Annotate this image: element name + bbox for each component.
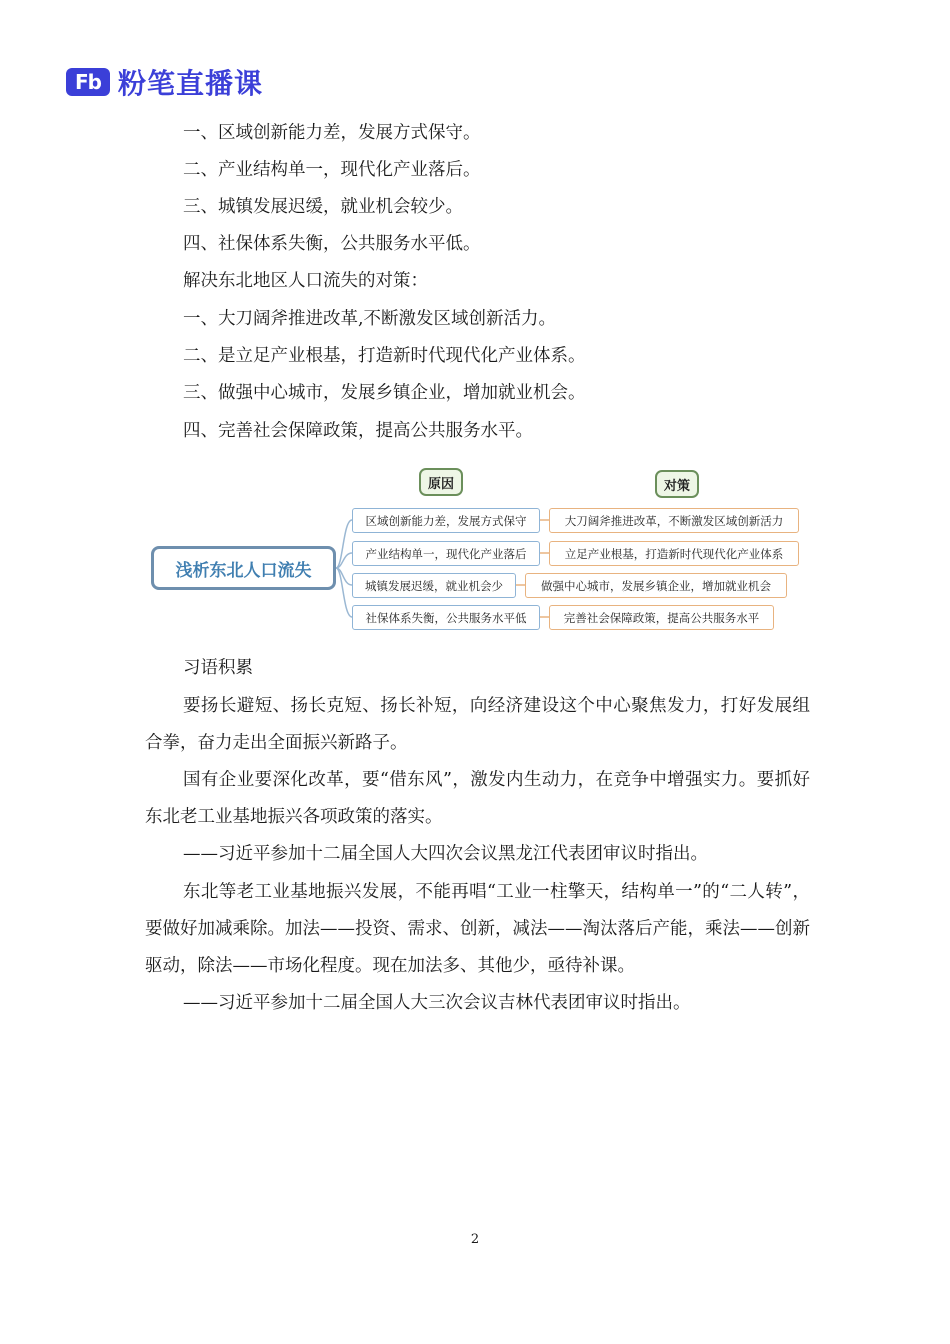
quote-paragraph-3: 东北等老工业基地振兴发展，不能再唱“工业一柱擎天，结构单一”的“二人转”，要做好加减乘除。加法——投资、需求、创新，减法——淘汰落后产能，乘法——创新驱动，除法——市场化程度。现在加法多、其他少，亟待补课。 [145, 882, 810, 976]
measure-line-1: 一、大刀阔斧推进改革,不断激发区域创新活力。 [183, 309, 557, 329]
connector-root-cause-1 [336, 520, 352, 568]
cause-header: 原因 [419, 468, 463, 496]
cause-line-4: 四、社保体系失衡，公共服务水平低。 [183, 234, 481, 254]
measure-node-3: 做强中心城市，发展乡镇企业，增加就业机会 [525, 573, 787, 598]
cause-node-1: 区域创新能力差，发展方式保守 [352, 508, 540, 533]
connector-root-cause-2 [336, 553, 352, 568]
logo-text: 粉笔直播课 [118, 67, 264, 100]
connector-root-cause-3 [336, 568, 352, 585]
quote-paragraph-2: 国有企业要深化改革，要“借东风”，激发内生动力，在竞争中增强实力。要抓好东北老工业基地振兴各项政策的落实。 [145, 770, 810, 827]
cause-node-3: 城镇发展迟缓，就业机会少 [352, 573, 516, 598]
measure-node-4: 完善社会保障政策，提高公共服务水平 [549, 605, 774, 630]
quote-attribution-1: ——习近平参加十二届全国人大四次会议黑龙江代表团审议时指出。 [183, 844, 708, 864]
brand-logo [66, 62, 263, 102]
measure-header: 对策 [655, 470, 699, 498]
measure-line-4: 四、完善社会保障政策，提高公共服务水平。 [183, 421, 533, 441]
section-title: 习语积累 [183, 658, 253, 678]
page-number: 2 [470, 1232, 480, 1247]
cause-line-3: 三、城镇发展迟缓，就业机会较少。 [183, 197, 463, 217]
measure-line-3: 三、做强中心城市，发展乡镇企业，增加就业机会。 [183, 383, 586, 403]
quote-paragraph-1: 要扬长避短、扬长克短、扬长补短，向经济建设这个中心聚焦发力，打好发展组合拳，奋力走出全面振兴新路子。 [145, 696, 810, 753]
measure-line-2: 二、是立足产业根基，打造新时代现代化产业体系。 [183, 346, 586, 366]
cause-node-4: 社保体系失衡，公共服务水平低 [352, 605, 540, 630]
measures-heading: 解决东北地区人口流失的对策： [183, 271, 428, 291]
logo-mark-icon: Fb [66, 68, 110, 96]
cause-line-2: 二、产业结构单一，现代化产业落后。 [183, 160, 481, 180]
measure-node-1: 大刀阔斧推进改革，不断激发区域创新活力 [549, 508, 799, 533]
measure-node-2: 立足产业根基，打造新时代现代化产业体系 [549, 541, 799, 566]
connector-root-cause-4 [336, 568, 352, 617]
mindmap-root: 浅析东北人口流失 [151, 546, 336, 590]
cause-node-2: 产业结构单一，现代化产业落后 [352, 541, 540, 566]
quote-attribution-2: ——习近平参加十二届全国人大三次会议吉林代表团审议时指出。 [183, 993, 691, 1013]
cause-line-1: 一、区域创新能力差，发展方式保守。 [183, 123, 481, 143]
